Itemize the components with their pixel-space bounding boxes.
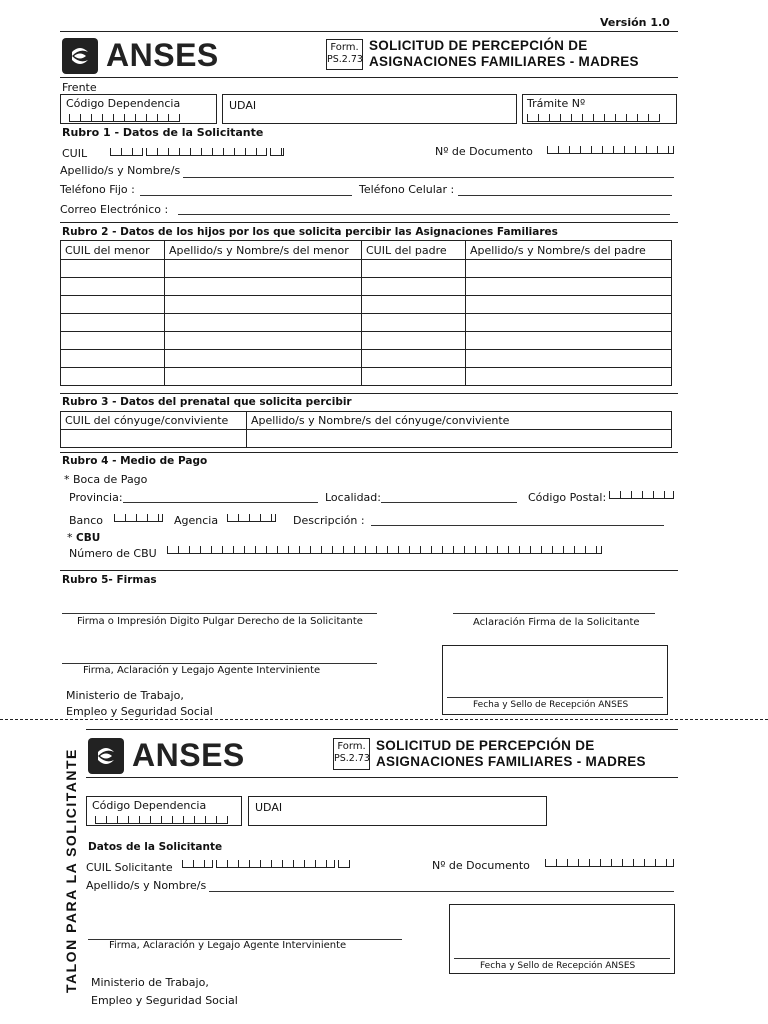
talon-codigo-dependencia-ticks [95, 816, 228, 824]
agencia-label: Agencia [174, 514, 219, 527]
ministerio-line2: Empleo y Seguridad Social [66, 705, 213, 718]
talon-cuil-label: CUIL Solicitante [86, 861, 173, 874]
divider [60, 31, 678, 32]
talon-apellido-label: Apellido/s y Nombre/s [86, 879, 207, 892]
column-header: Apellido/s y Nombre/s del padre [466, 241, 672, 260]
form-title-line1: SOLICITUD DE PERCEPCIÓN DE [369, 38, 588, 53]
version-label: Versión 1.0 [600, 16, 670, 29]
divider [60, 393, 678, 394]
talon-codigo-dependencia-field[interactable] [86, 796, 242, 826]
table-row[interactable] [61, 368, 672, 386]
talon-fecha-sello-label: Fecha y Sello de Recepción ANSES [480, 961, 636, 971]
correo-label: Correo Electrónico : [60, 203, 169, 216]
fecha-sello-box[interactable] [442, 645, 668, 715]
codigo-dependencia-field[interactable] [60, 94, 217, 124]
aclaracion-label: Aclaración Firma de la Solicitante [473, 617, 640, 628]
boca-de-pago-label: * Boca de Pago [64, 473, 148, 486]
form-title [369, 38, 639, 70]
fecha-sello-label: Fecha y Sello de Recepción ANSES [473, 700, 629, 710]
rubro4-title: Rubro 4 - Medio de Pago [62, 455, 208, 467]
talon-cuil-input-mid[interactable] [216, 860, 335, 868]
numero-cbu-input[interactable] [167, 546, 602, 554]
hijos-table [60, 240, 672, 386]
divider [86, 729, 678, 730]
divider [86, 777, 678, 778]
rubro1-title: Rubro 1 - Datos de la Solicitante [62, 126, 264, 139]
table-row[interactable] [61, 260, 672, 278]
firma-solicitante-line[interactable] [62, 613, 377, 614]
codigo-postal-input[interactable] [609, 491, 674, 499]
tramite-field[interactable] [522, 94, 677, 124]
talon-vertical-label: TALON PARA LA SOLICITANTE [63, 748, 79, 993]
ministerio-text [66, 688, 213, 720]
talon-fecha-sello-line [454, 958, 670, 959]
tramite-ticks [527, 114, 660, 122]
talon-udai-label: UDAI [255, 801, 283, 814]
column-header: Apellido/s y Nombre/s del cónyuge/conviviente [247, 412, 672, 430]
nro-documento-input[interactable] [547, 146, 674, 154]
descripcion-input[interactable] [371, 525, 664, 526]
form-code-box [326, 39, 363, 70]
table-row[interactable] [61, 350, 672, 368]
aclaracion-line[interactable] [453, 613, 655, 614]
anses-logo-icon [62, 38, 98, 74]
codigo-dependencia-label: Código Dependencia [66, 97, 181, 110]
table-row[interactable] [61, 278, 672, 296]
form-code: PS.2.73 [334, 753, 370, 764]
cut-line [0, 719, 768, 720]
talon-nro-documento-label: Nº de Documento [432, 859, 530, 872]
talon-ministerio-line2: Empleo y Seguridad Social [91, 994, 238, 1007]
cuil-input-end[interactable] [270, 148, 284, 156]
column-header: Apellido/s y Nombre/s del menor [165, 241, 362, 260]
divider [60, 570, 678, 571]
form-label: Form. [337, 741, 366, 752]
firma-agente-line[interactable] [62, 663, 377, 664]
rubro3-title: Rubro 3 - Datos del prenatal que solicita percibir [62, 396, 352, 408]
talon-ministerio-text [91, 974, 238, 1010]
rubro2-title: Rubro 2 - Datos de los hijos por los que solicita percibir las Asignaciones Familiares [62, 226, 558, 238]
tramite-label: Trámite Nº [527, 97, 586, 110]
talon-cuil-input-end[interactable] [338, 860, 350, 868]
anses-logo-text: ANSES [106, 37, 219, 73]
cbu-star: * [67, 531, 73, 544]
form-code: PS.2.73 [327, 54, 363, 65]
telefono-fijo-input[interactable] [140, 195, 352, 196]
table-header-row [61, 241, 672, 260]
anses-logo [62, 37, 219, 74]
codigo-dependencia-ticks [69, 114, 180, 122]
table-row[interactable] [61, 332, 672, 350]
ministerio-line1: Ministerio de Trabajo, [66, 689, 184, 702]
talon-ministerio-line1: Ministerio de Trabajo, [91, 976, 209, 989]
apellido-label: Apellido/s y Nombre/s [60, 164, 181, 177]
nro-documento-label: Nº de Documento [435, 145, 533, 158]
talon-nro-documento-input[interactable] [545, 859, 674, 867]
divider [60, 222, 678, 223]
numero-cbu-label: Número de CBU [69, 547, 157, 560]
frente-label: Frente [62, 81, 97, 94]
form-label: Form. [330, 42, 359, 53]
table-row[interactable] [61, 296, 672, 314]
form-title [376, 738, 646, 770]
talon-fecha-sello-box[interactable] [449, 904, 675, 974]
telefono-fijo-label: Teléfono Fijo : [60, 183, 135, 196]
cuil-input-mid[interactable] [146, 148, 267, 156]
cuil-input[interactable] [110, 148, 143, 156]
talon-firma-agente-label: Firma, Aclaración y Legajo Agente Interviniente [109, 940, 347, 951]
talon-datos-title: Datos de la Solicitante [88, 841, 223, 853]
cuil-label: CUIL [62, 147, 88, 160]
localidad-input[interactable] [381, 502, 517, 503]
banco-label: Banco [69, 514, 104, 527]
anses-logo-icon [88, 738, 124, 774]
telefono-celular-input[interactable] [458, 195, 672, 196]
localidad-label: Localidad: [325, 491, 381, 504]
udai-field[interactable] [222, 94, 517, 124]
anses-logo [88, 737, 245, 774]
talon-cuil-input[interactable] [182, 860, 213, 868]
correo-input[interactable] [178, 214, 670, 215]
column-header: CUIL del menor [61, 241, 165, 260]
talon-codigo-dependencia-label: Código Dependencia [92, 799, 207, 812]
agencia-input[interactable] [227, 514, 276, 522]
form-title-line2: ASIGNACIONES FAMILIARES - MADRES [369, 54, 639, 69]
provincia-label: Provincia: [69, 491, 123, 504]
codigo-postal-label: Código Postal: [528, 491, 607, 504]
form-title-line1: SOLICITUD DE PERCEPCIÓN DE [376, 738, 595, 753]
divider [60, 452, 678, 453]
divider [60, 77, 678, 78]
column-header: CUIL del cónyuge/conviviente [61, 412, 247, 430]
cbu-label: CBU [76, 532, 101, 544]
form-title-line2: ASIGNACIONES FAMILIARES - MADRES [376, 754, 646, 769]
firma-solicitante-label: Firma o Impresión Digito Pulgar Derecho de la Solicitante [77, 616, 363, 627]
fecha-sello-line [447, 697, 663, 698]
talon-udai-field[interactable] [248, 796, 547, 826]
rubro5-title: Rubro 5- Firmas [62, 574, 157, 586]
table-row[interactable] [61, 314, 672, 332]
table-header-row [61, 412, 672, 430]
firma-agente-label: Firma, Aclaración y Legajo Agente Interviniente [83, 665, 321, 676]
talon-apellido-input[interactable] [209, 891, 674, 892]
descripcion-label: Descripción : [293, 514, 365, 527]
cbu-heading [67, 532, 100, 544]
anses-logo-text: ANSES [132, 737, 245, 773]
column-header: CUIL del padre [362, 241, 466, 260]
banco-input[interactable] [114, 514, 163, 522]
table-row[interactable] [61, 430, 672, 448]
provincia-input[interactable] [123, 502, 318, 503]
telefono-celular-label: Teléfono Celular : [359, 183, 455, 196]
apellido-input[interactable] [183, 177, 674, 178]
udai-label: UDAI [229, 99, 257, 112]
form-code-box [333, 738, 370, 770]
prenatal-table [60, 411, 672, 448]
